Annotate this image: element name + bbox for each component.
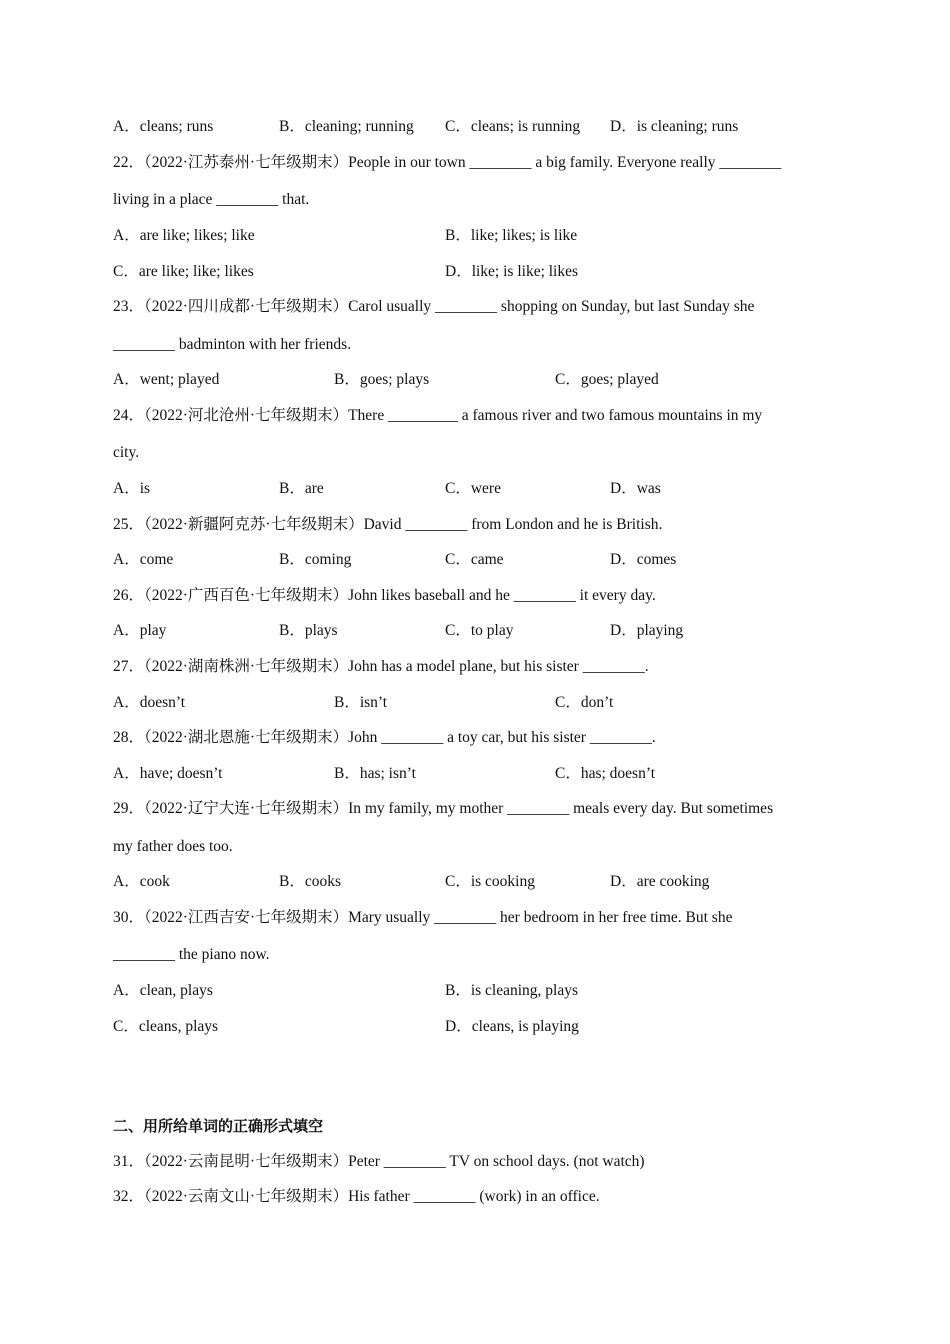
q24-stem-line1: 24．（2022·河北沧州·七年级期末）There _________ a famous river and two famous mountains in my bbox=[113, 407, 763, 424]
q28-option-c: C．has; doesn’t bbox=[555, 765, 656, 782]
q28-stem-line1: 28．（2022·湖北恩施·七年级期末）John ________ a toy car, but his sister ________. bbox=[113, 729, 656, 746]
q23-stem-line2: ________ badminton with her friends. bbox=[113, 336, 352, 353]
q25-option-b: B．coming bbox=[279, 551, 352, 568]
q22-option-b: B．like; likes; is like bbox=[445, 227, 578, 244]
q26-option-c: C．to play bbox=[445, 622, 514, 639]
q29-option-a: A．cook bbox=[113, 873, 170, 890]
q21-option-b: B．cleaning; running bbox=[279, 118, 414, 135]
q27-option-b: B．isn’t bbox=[334, 694, 388, 711]
q26-option-d: D．playing bbox=[610, 622, 684, 639]
q23-stem-line1: 23．（2022·四川成都·七年级期末）Carol usually ________ shopping on Sunday, but last Sunday she bbox=[113, 298, 755, 315]
q30-option-b: B．is cleaning, plays bbox=[445, 982, 579, 999]
q26-stem-line1: 26．（2022·广西百色·七年级期末）John likes baseball and he ________ it every day. bbox=[113, 587, 656, 604]
q22-option-d: D．like; is like; likes bbox=[445, 263, 579, 280]
q29-stem-line2: my father does too. bbox=[113, 838, 233, 855]
q21-option-a: A．cleans; runs bbox=[113, 118, 214, 135]
q29-option-c: C．is cooking bbox=[445, 873, 535, 890]
q28-option-a: A．have; doesn’t bbox=[113, 765, 223, 782]
q21-option-c: C．cleans; is running bbox=[445, 118, 581, 135]
q27-stem-line1: 27．（2022·湖南株洲·七年级期末）John has a model plane, but his sister ________. bbox=[113, 658, 649, 675]
q24-option-c: C．were bbox=[445, 480, 501, 497]
q23-option-b: B．goes; plays bbox=[334, 371, 430, 388]
q24-option-a: A．is bbox=[113, 480, 151, 497]
section2-heading: 二、用所给单词的正确形式填空 bbox=[113, 1117, 324, 1135]
q25-option-a: A．come bbox=[113, 551, 174, 568]
q24-option-d: D．was bbox=[610, 480, 661, 497]
q22-text: 22．（2022·江苏泰州·七年级期末）People in our town ________ a big family. Everyone really ________ bbox=[113, 154, 782, 171]
q22-option-a: A．are like; likes; like bbox=[113, 227, 255, 244]
q25-option-c: C．came bbox=[445, 551, 504, 568]
q30-stem-line2: ________ the piano now. bbox=[113, 946, 270, 963]
q22-option-c: C．are like; like; likes bbox=[113, 263, 254, 280]
q22-stem-line1 bbox=[113, 153, 836, 173]
q30-option-c: C．cleans, plays bbox=[113, 1018, 219, 1035]
q28-option-b: B．has; isn’t bbox=[334, 765, 416, 782]
q23-option-a: A．went; played bbox=[113, 371, 220, 388]
q22-stem-line2: living in a place ________ that. bbox=[113, 191, 310, 208]
q27-option-c: C．don’t bbox=[555, 694, 614, 711]
q26-option-a: A．play bbox=[113, 622, 167, 639]
q24-option-b: B．are bbox=[279, 480, 324, 497]
q23-option-c: C．goes; played bbox=[555, 371, 659, 388]
q26-option-b: B．plays bbox=[279, 622, 338, 639]
q25-stem-line1: 25．（2022·新疆阿克苏·七年级期末）David ________ from London and he is British. bbox=[113, 516, 663, 533]
q24-stem-line2: city. bbox=[113, 444, 140, 461]
q29-option-b: B．cooks bbox=[279, 873, 342, 890]
q30-option-d: D．cleans, is playing bbox=[445, 1018, 579, 1035]
q29-option-d: D．are cooking bbox=[610, 873, 710, 890]
q30-option-a: A．clean, plays bbox=[113, 982, 213, 999]
q30-stem-line1: 30．（2022·江西吉安·七年级期末）Mary usually ________ her bedroom in her free time. But she bbox=[113, 909, 733, 926]
q21-option-d: D．is cleaning; runs bbox=[610, 118, 739, 135]
q25-option-d: D．comes bbox=[610, 551, 677, 568]
q31-stem-line1: 31．（2022·云南昆明·七年级期末）Peter ________ TV on school days. (not watch) bbox=[113, 1153, 645, 1170]
q32-stem-line1: 32．（2022·云南文山·七年级期末）His father ________ (work) in an office. bbox=[113, 1188, 600, 1205]
q27-option-a: A．doesn’t bbox=[113, 694, 186, 711]
q29-stem-line1: 29．（2022·辽宁大连·七年级期末）In my family, my mother ________ meals every day. But sometimes bbox=[113, 800, 774, 817]
